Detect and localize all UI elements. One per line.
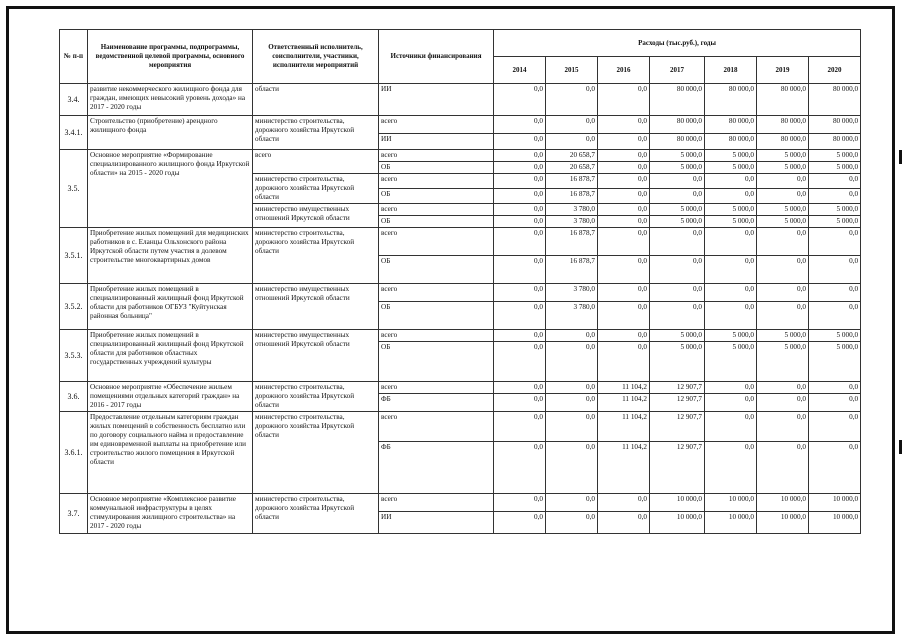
row-value: 0,0 xyxy=(757,189,809,204)
row-source: ИИ xyxy=(379,134,494,150)
row-value: 5 000,0 xyxy=(809,342,861,382)
row-value: 0,0 xyxy=(494,134,546,150)
row-value: 0,0 xyxy=(494,150,546,162)
row-value: 80 000,0 xyxy=(757,134,809,150)
row-value: 0,0 xyxy=(494,382,546,394)
row-value: 5 000,0 xyxy=(650,330,705,342)
row-value: 0,0 xyxy=(598,162,650,174)
table-body xyxy=(60,84,861,534)
row-value: 0,0 xyxy=(546,442,598,494)
row-value: 3 780,0 xyxy=(546,284,598,302)
row-source: всего xyxy=(379,174,494,189)
row-source: всего xyxy=(379,382,494,394)
row-value: 10 000,0 xyxy=(705,494,757,512)
row-value: 80 000,0 xyxy=(809,116,861,134)
row-source: ФБ xyxy=(379,394,494,412)
header-year: 2016 xyxy=(598,57,650,84)
row-value: 11 104,2 xyxy=(598,442,650,494)
header-year: 2014 xyxy=(494,57,546,84)
row-value: 0,0 xyxy=(494,116,546,134)
row-value: 0,0 xyxy=(757,228,809,256)
row-value: 80 000,0 xyxy=(809,134,861,150)
row-value: 0,0 xyxy=(546,330,598,342)
row-value: 5 000,0 xyxy=(705,216,757,228)
header-num: № п-п xyxy=(60,30,88,84)
row-value: 0,0 xyxy=(494,512,546,534)
row-code: 3.6.1. xyxy=(60,412,88,494)
row-code: 3.5.1. xyxy=(60,228,88,284)
row-source: ОБ xyxy=(379,162,494,174)
header-year: 2018 xyxy=(705,57,757,84)
row-value: 0,0 xyxy=(494,394,546,412)
row-value: 20 658,7 xyxy=(546,150,598,162)
row-value: 0,0 xyxy=(809,228,861,256)
row-name: Приобретение жилых помещений для медицинских работников в с. Еланцы Ольхонского района Иркутской области путем участия в долевом строительстве многоквартирных домов xyxy=(88,228,253,284)
row-code: 3.5.3. xyxy=(60,330,88,382)
row-value: 0,0 xyxy=(809,302,861,330)
row-value: 12 907,7 xyxy=(650,442,705,494)
row-source: ИИ xyxy=(379,512,494,534)
row-source: всего xyxy=(379,330,494,342)
row-value: 0,0 xyxy=(598,512,650,534)
row-value: 10 000,0 xyxy=(809,494,861,512)
table-row xyxy=(60,284,861,302)
row-source: всего xyxy=(379,228,494,256)
row-value: 0,0 xyxy=(494,256,546,284)
row-value: 0,0 xyxy=(705,174,757,189)
row-value: 0,0 xyxy=(705,382,757,394)
row-executor: всего xyxy=(253,150,379,174)
row-value: 10 000,0 xyxy=(650,494,705,512)
row-value: 80 000,0 xyxy=(650,84,705,116)
row-value: 0,0 xyxy=(650,256,705,284)
row-executor: министерство имущественных отношений Иркутской области xyxy=(253,204,379,228)
row-value: 12 907,7 xyxy=(650,382,705,394)
row-value: 0,0 xyxy=(757,302,809,330)
header-executor: Ответственный исполнитель, соисполнители, участники, исполнители мероприятий xyxy=(253,30,379,84)
row-value: 5 000,0 xyxy=(809,216,861,228)
row-value: 0,0 xyxy=(598,174,650,189)
row-value: 5 000,0 xyxy=(809,204,861,216)
row-value: 0,0 xyxy=(705,189,757,204)
row-value: 20 658,7 xyxy=(546,162,598,174)
row-value: 0,0 xyxy=(809,284,861,302)
row-value: 0,0 xyxy=(598,189,650,204)
row-value: 16 878,7 xyxy=(546,174,598,189)
row-name: Приобретение жилых помещений в специализированный жилищный фонд Иркутской области для работников ОГБУЗ "Куйтунская районная больница" xyxy=(88,284,253,330)
row-value: 0,0 xyxy=(494,189,546,204)
row-value: 0,0 xyxy=(546,512,598,534)
row-value: 5 000,0 xyxy=(809,150,861,162)
row-value: 5 000,0 xyxy=(705,330,757,342)
row-value: 0,0 xyxy=(757,412,809,442)
row-source: всего xyxy=(379,150,494,162)
row-value: 10 000,0 xyxy=(757,494,809,512)
row-source: ФБ xyxy=(379,442,494,494)
table-row xyxy=(60,84,861,116)
row-value: 12 907,7 xyxy=(650,412,705,442)
row-value: 5 000,0 xyxy=(650,216,705,228)
table-row xyxy=(60,228,861,256)
row-value: 0,0 xyxy=(546,394,598,412)
row-value: 0,0 xyxy=(705,394,757,412)
row-executor: министерство строительства, дорожного хозяйства Иркутской области xyxy=(253,412,379,494)
row-value: 0,0 xyxy=(598,116,650,134)
row-value: 0,0 xyxy=(809,256,861,284)
header-year: 2015 xyxy=(546,57,598,84)
row-name: Приобретение жилых помещений в специализированный жилищный фонд Иркутской области для работников областных государственных учреждений культуры xyxy=(88,330,253,382)
row-value: 0,0 xyxy=(809,382,861,394)
row-value: 80 000,0 xyxy=(757,116,809,134)
row-source: ОБ xyxy=(379,189,494,204)
row-value: 0,0 xyxy=(809,394,861,412)
row-value: 5 000,0 xyxy=(809,162,861,174)
row-source: всего xyxy=(379,412,494,442)
row-value: 0,0 xyxy=(705,284,757,302)
header-year: 2019 xyxy=(757,57,809,84)
row-value: 0,0 xyxy=(598,84,650,116)
row-value: 16 878,7 xyxy=(546,189,598,204)
row-value: 0,0 xyxy=(809,412,861,442)
row-value: 5 000,0 xyxy=(705,342,757,382)
row-value: 0,0 xyxy=(494,330,546,342)
row-value: 0,0 xyxy=(705,228,757,256)
row-value: 0,0 xyxy=(809,174,861,189)
row-value: 0,0 xyxy=(494,84,546,116)
row-code: 3.4. xyxy=(60,84,88,116)
row-value: 80 000,0 xyxy=(705,84,757,116)
row-value: 0,0 xyxy=(598,228,650,256)
row-value: 0,0 xyxy=(494,412,546,442)
row-code: 3.5.2. xyxy=(60,284,88,330)
row-code: 3.5. xyxy=(60,150,88,228)
row-value: 11 104,2 xyxy=(598,412,650,442)
row-value: 3 780,0 xyxy=(546,302,598,330)
row-value: 80 000,0 xyxy=(757,84,809,116)
row-value: 0,0 xyxy=(757,284,809,302)
row-value: 5 000,0 xyxy=(757,204,809,216)
row-code: 3.6. xyxy=(60,382,88,412)
row-value: 0,0 xyxy=(598,342,650,382)
row-value: 0,0 xyxy=(546,412,598,442)
table-row xyxy=(60,382,861,394)
row-value: 10 000,0 xyxy=(705,512,757,534)
row-source: всего xyxy=(379,116,494,134)
row-name: Основное мероприятие «Обеспечение жильем помещениями отдельных категорий граждан» на 2016 - 2017 годы xyxy=(88,382,253,412)
row-value: 0,0 xyxy=(598,150,650,162)
row-value: 80 000,0 xyxy=(809,84,861,116)
row-name: Основное мероприятие «Комплексное развитие коммунальной инфраструктуры в целях стимулирования жилищного строительства» на 2017 - 2020 годы xyxy=(88,494,253,534)
row-value: 0,0 xyxy=(598,204,650,216)
row-value: 5 000,0 xyxy=(757,162,809,174)
row-value: 12 907,7 xyxy=(650,394,705,412)
row-source: ОБ xyxy=(379,216,494,228)
row-value: 0,0 xyxy=(757,442,809,494)
row-value: 0,0 xyxy=(809,442,861,494)
header-expenses: Расходы (тыс.руб.), годы xyxy=(494,30,861,57)
row-value: 5 000,0 xyxy=(650,162,705,174)
row-value: 80 000,0 xyxy=(705,116,757,134)
row-value: 11 104,2 xyxy=(598,394,650,412)
row-source: ОБ xyxy=(379,256,494,284)
row-value: 0,0 xyxy=(598,494,650,512)
row-value: 10 000,0 xyxy=(650,512,705,534)
row-value: 0,0 xyxy=(494,228,546,256)
row-value: 0,0 xyxy=(650,284,705,302)
row-source: ИИ xyxy=(379,84,494,116)
row-value: 0,0 xyxy=(705,302,757,330)
row-value: 5 000,0 xyxy=(809,330,861,342)
row-value: 5 000,0 xyxy=(757,216,809,228)
row-value: 0,0 xyxy=(494,302,546,330)
row-value: 5 000,0 xyxy=(757,342,809,382)
row-value: 5 000,0 xyxy=(650,204,705,216)
table-row xyxy=(60,494,861,512)
table-row xyxy=(60,330,861,342)
row-code: 3.7. xyxy=(60,494,88,534)
row-value: 5 000,0 xyxy=(705,162,757,174)
row-value: 0,0 xyxy=(757,256,809,284)
row-value: 16 878,7 xyxy=(546,256,598,284)
table-row xyxy=(60,150,861,162)
row-source: ОБ xyxy=(379,302,494,330)
page-edge-mark xyxy=(899,440,902,454)
row-value: 5 000,0 xyxy=(757,330,809,342)
row-value: 10 000,0 xyxy=(809,512,861,534)
row-code: 3.4.1. xyxy=(60,116,88,150)
row-value: 0,0 xyxy=(546,342,598,382)
row-value: 0,0 xyxy=(809,189,861,204)
expenses-table xyxy=(59,29,861,534)
row-value: 80 000,0 xyxy=(650,134,705,150)
row-source: всего xyxy=(379,494,494,512)
row-value: 0,0 xyxy=(546,382,598,394)
row-value: 3 780,0 xyxy=(546,204,598,216)
row-value: 0,0 xyxy=(494,216,546,228)
row-value: 0,0 xyxy=(494,494,546,512)
row-value: 0,0 xyxy=(705,442,757,494)
row-name: Предоставление отдельным категориям граждан жилых помещений в собственность бесплатно или по договору социального найма и предоставление им единовременной выплаты на приобретение или строительство жилого помещения в Иркутской области xyxy=(88,412,253,494)
row-source: всего xyxy=(379,204,494,216)
row-value: 80 000,0 xyxy=(650,116,705,134)
row-executor: министерство строительства, дорожного хозяйства Иркутской области xyxy=(253,174,379,204)
row-source: всего xyxy=(379,284,494,302)
row-value: 0,0 xyxy=(705,256,757,284)
row-value: 0,0 xyxy=(546,494,598,512)
header-source: Источники финансирования xyxy=(379,30,494,84)
row-value: 0,0 xyxy=(757,394,809,412)
row-value: 0,0 xyxy=(650,174,705,189)
row-value: 11 104,2 xyxy=(598,382,650,394)
row-value: 0,0 xyxy=(650,189,705,204)
row-executor: министерство имущественных отношений Иркутской области xyxy=(253,284,379,330)
row-value: 5 000,0 xyxy=(650,150,705,162)
row-value: 0,0 xyxy=(494,284,546,302)
row-value: 0,0 xyxy=(598,216,650,228)
row-value: 0,0 xyxy=(598,256,650,284)
row-name: развитие некоммерческого жилищного фонда для граждан, имеющих невысокий уровень дохода» на 2017 - 2020 годы xyxy=(88,84,253,116)
header-name: Наименование программы, подпрограммы, ведомственной целевой программы, основного мероприятия xyxy=(88,30,253,84)
page-edge-mark xyxy=(899,150,902,164)
row-executor: министерство имущественных отношений Иркутской области xyxy=(253,330,379,382)
row-name: Основное мероприятие «Формирование специализированного жилищного фонда Иркутской области» на 2015 - 2020 годы xyxy=(88,150,253,228)
header-year: 2017 xyxy=(650,57,705,84)
row-value: 0,0 xyxy=(757,382,809,394)
row-value: 0,0 xyxy=(650,302,705,330)
row-value: 5 000,0 xyxy=(705,150,757,162)
row-value: 0,0 xyxy=(757,174,809,189)
row-value: 16 878,7 xyxy=(546,228,598,256)
row-value: 0,0 xyxy=(598,134,650,150)
row-value: 0,0 xyxy=(705,412,757,442)
row-value: 10 000,0 xyxy=(757,512,809,534)
row-executor: министерство строительства, дорожного хозяйства Иркутской области xyxy=(253,116,379,150)
row-executor: министерство строительства, дорожного хозяйства Иркутской области xyxy=(253,228,379,284)
row-value: 0,0 xyxy=(598,330,650,342)
table-row xyxy=(60,412,861,442)
row-executor: министерство строительства, дорожного хозяйства Иркутской области xyxy=(253,494,379,534)
header-year: 2020 xyxy=(809,57,861,84)
row-value: 0,0 xyxy=(598,284,650,302)
table-row xyxy=(60,116,861,134)
row-value: 0,0 xyxy=(546,134,598,150)
row-value: 5 000,0 xyxy=(650,342,705,382)
row-value: 0,0 xyxy=(494,342,546,382)
row-value: 0,0 xyxy=(494,204,546,216)
row-value: 0,0 xyxy=(494,162,546,174)
row-name: Строительство (приобретение) арендного жилищного фонда xyxy=(88,116,253,150)
row-value: 80 000,0 xyxy=(705,134,757,150)
row-executor: области xyxy=(253,84,379,116)
row-value: 5 000,0 xyxy=(705,204,757,216)
row-source: ОБ xyxy=(379,342,494,382)
row-value: 0,0 xyxy=(546,116,598,134)
row-value: 0,0 xyxy=(494,442,546,494)
row-value: 0,0 xyxy=(546,84,598,116)
row-value: 3 780,0 xyxy=(546,216,598,228)
row-executor: министерство строительства, дорожного хозяйства Иркутской области xyxy=(253,382,379,412)
row-value: 0,0 xyxy=(494,174,546,189)
row-value: 5 000,0 xyxy=(757,150,809,162)
row-value: 0,0 xyxy=(650,228,705,256)
row-value: 0,0 xyxy=(598,302,650,330)
